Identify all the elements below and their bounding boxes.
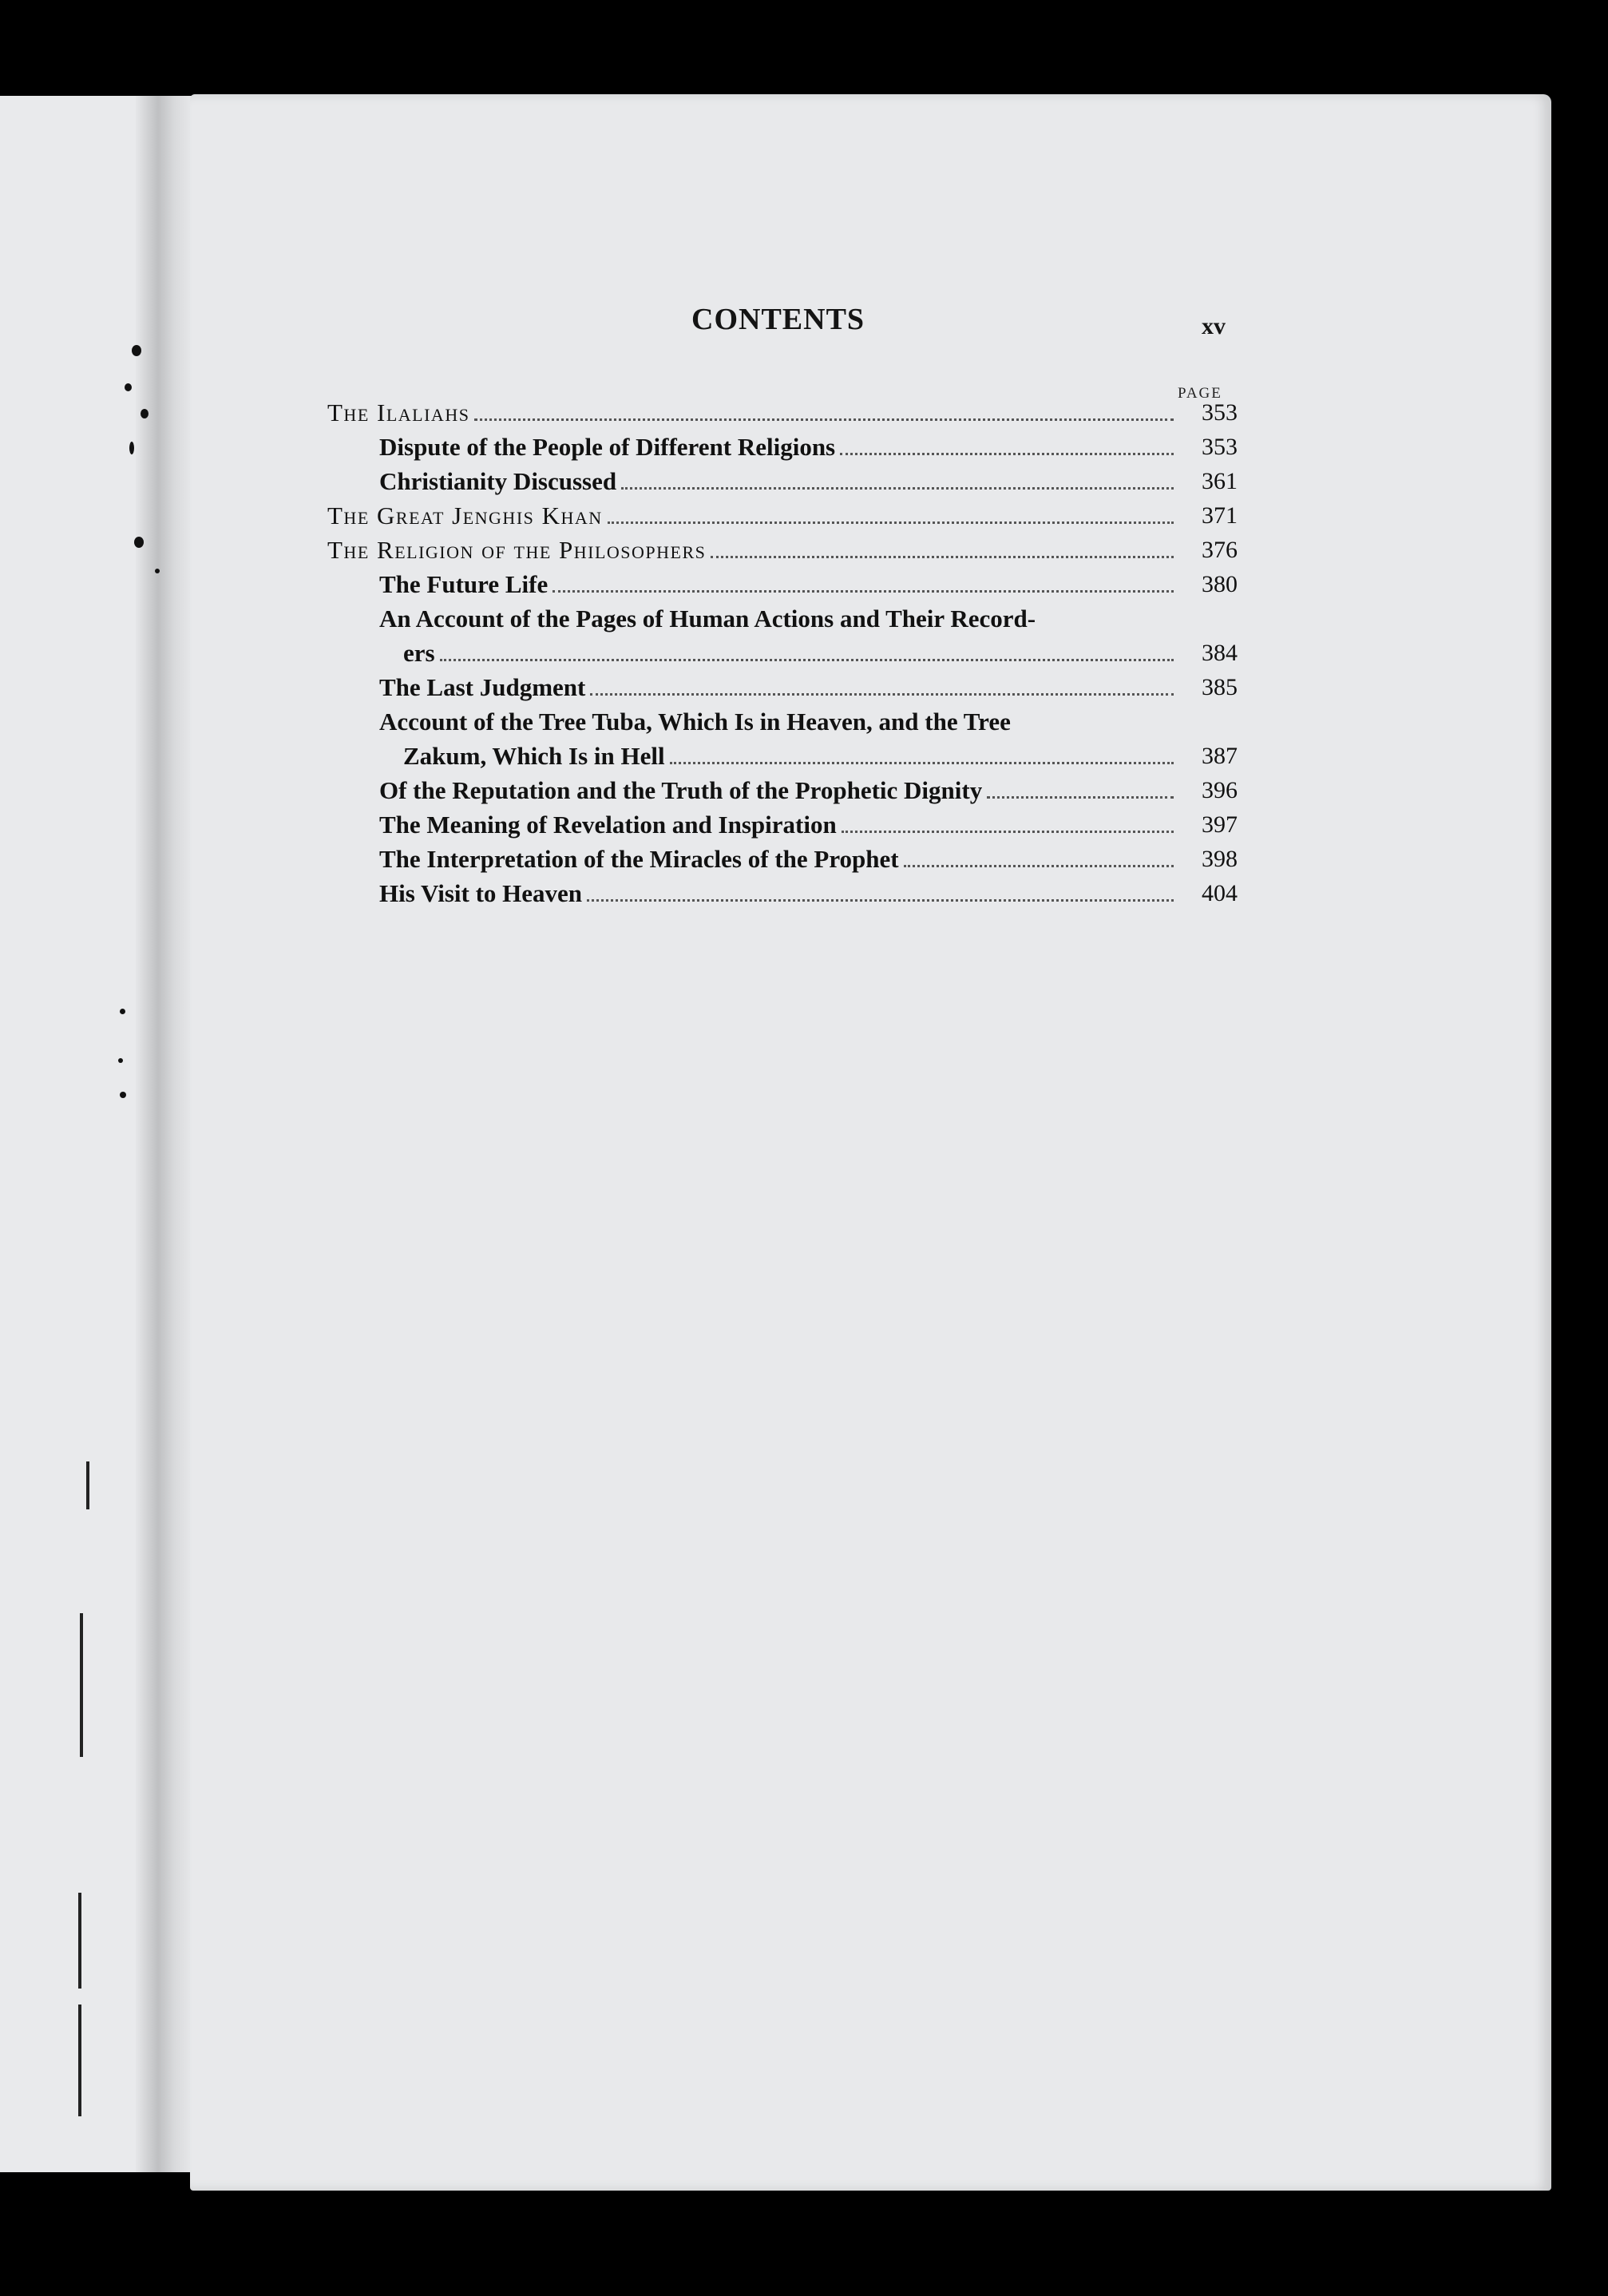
- book-spine-shadow: [136, 96, 192, 2172]
- page-edge-mark: [86, 1461, 89, 1509]
- toc-entry-page: 371: [1202, 502, 1238, 529]
- toc-entry-page: 404: [1202, 880, 1238, 906]
- toc-entry: [327, 636, 1238, 670]
- toc-entry: [327, 773, 1238, 807]
- ink-speck: [120, 1092, 126, 1098]
- ink-speck: [155, 569, 160, 573]
- toc-entry-title: His Visit to Heaven: [379, 879, 583, 907]
- toc-entry-title-line1: Account of the Tree Tuba, Which Is in Heaven, and the Tree: [379, 708, 1011, 736]
- table-of-contents: [327, 395, 1238, 910]
- toc-entry-page: 396: [1202, 777, 1238, 803]
- dot-leader: [842, 830, 1174, 833]
- ink-speck: [129, 442, 134, 454]
- toc-entry-page: 384: [1202, 640, 1238, 666]
- dot-leader: [474, 418, 1174, 421]
- toc-entry: [327, 807, 1238, 842]
- toc-entry: [327, 876, 1238, 910]
- toc-entry-title-line1: An Account of the Pages of Human Actions and Their Record-: [379, 605, 1036, 632]
- page-edge-mark: [78, 2005, 81, 2116]
- toc-entry-page: 397: [1202, 811, 1238, 838]
- toc-entry-page: 380: [1202, 571, 1238, 597]
- page-edge-mark: [78, 1893, 81, 1989]
- ink-speck: [118, 1058, 123, 1063]
- dot-leader: [904, 864, 1174, 867]
- dot-leader: [987, 795, 1174, 799]
- page-column-label: PAGE: [1178, 385, 1222, 402]
- toc-entry-page: 361: [1202, 468, 1238, 494]
- toc-entry-title: The Last Judgment: [379, 673, 586, 701]
- toc-entry-page: 398: [1202, 846, 1238, 872]
- toc-entry-page: 353: [1202, 434, 1238, 460]
- toc-entry-title-line2: ers: [403, 639, 435, 667]
- toc-entry-title: The Ilaliahs: [327, 399, 470, 426]
- dot-leader: [590, 692, 1174, 696]
- toc-entry-title: The Meaning of Revelation and Inspiration: [379, 811, 837, 839]
- toc-entry-title: The Interpretation of the Miracles of the Prophet: [379, 845, 899, 873]
- ink-speck: [120, 1009, 125, 1014]
- toc-entry: [327, 464, 1238, 498]
- toc-entry: [327, 842, 1238, 876]
- toc-entry-title: Dispute of the People of Different Religions: [379, 433, 836, 461]
- toc-entry-title: Christianity Discussed: [379, 467, 617, 495]
- toc-entry: [327, 533, 1238, 567]
- toc-entry: [327, 567, 1238, 601]
- toc-entry: [327, 430, 1238, 464]
- ink-speck: [132, 345, 141, 356]
- toc-entry: [327, 498, 1238, 533]
- running-head: CONTENTS: [691, 303, 865, 336]
- dot-leader: [711, 555, 1174, 558]
- toc-entry-page: 387: [1202, 743, 1238, 769]
- dot-leader: [621, 486, 1174, 490]
- toc-entry-page: 353: [1202, 399, 1238, 426]
- page-edge-mark: [80, 1613, 83, 1757]
- toc-entry-page: 385: [1202, 674, 1238, 700]
- dot-leader: [553, 589, 1174, 593]
- ink-speck: [125, 383, 132, 391]
- toc-entry-title-line2: Zakum, Which Is in Hell: [403, 742, 665, 770]
- toc-entry: [327, 395, 1238, 430]
- toc-entry-page: 376: [1202, 537, 1238, 563]
- dot-leader: [670, 761, 1174, 764]
- toc-entry: [327, 739, 1238, 773]
- toc-entry-title: Of the Reputation and the Truth of the Prophetic Dignity: [379, 776, 983, 804]
- page-number: xv: [1202, 313, 1226, 339]
- toc-entry-title: The Future Life: [379, 570, 549, 598]
- dot-leader: [608, 521, 1174, 524]
- toc-entry-title: The Religion of the Philosophers: [327, 536, 707, 564]
- dot-leader: [587, 898, 1174, 902]
- ink-speck: [141, 409, 149, 418]
- ink-speck: [134, 537, 144, 548]
- toc-entry: [327, 670, 1238, 704]
- dot-leader: [840, 452, 1174, 455]
- toc-entry-title: The Great Jenghis Khan: [327, 502, 603, 529]
- dot-leader: [440, 658, 1174, 661]
